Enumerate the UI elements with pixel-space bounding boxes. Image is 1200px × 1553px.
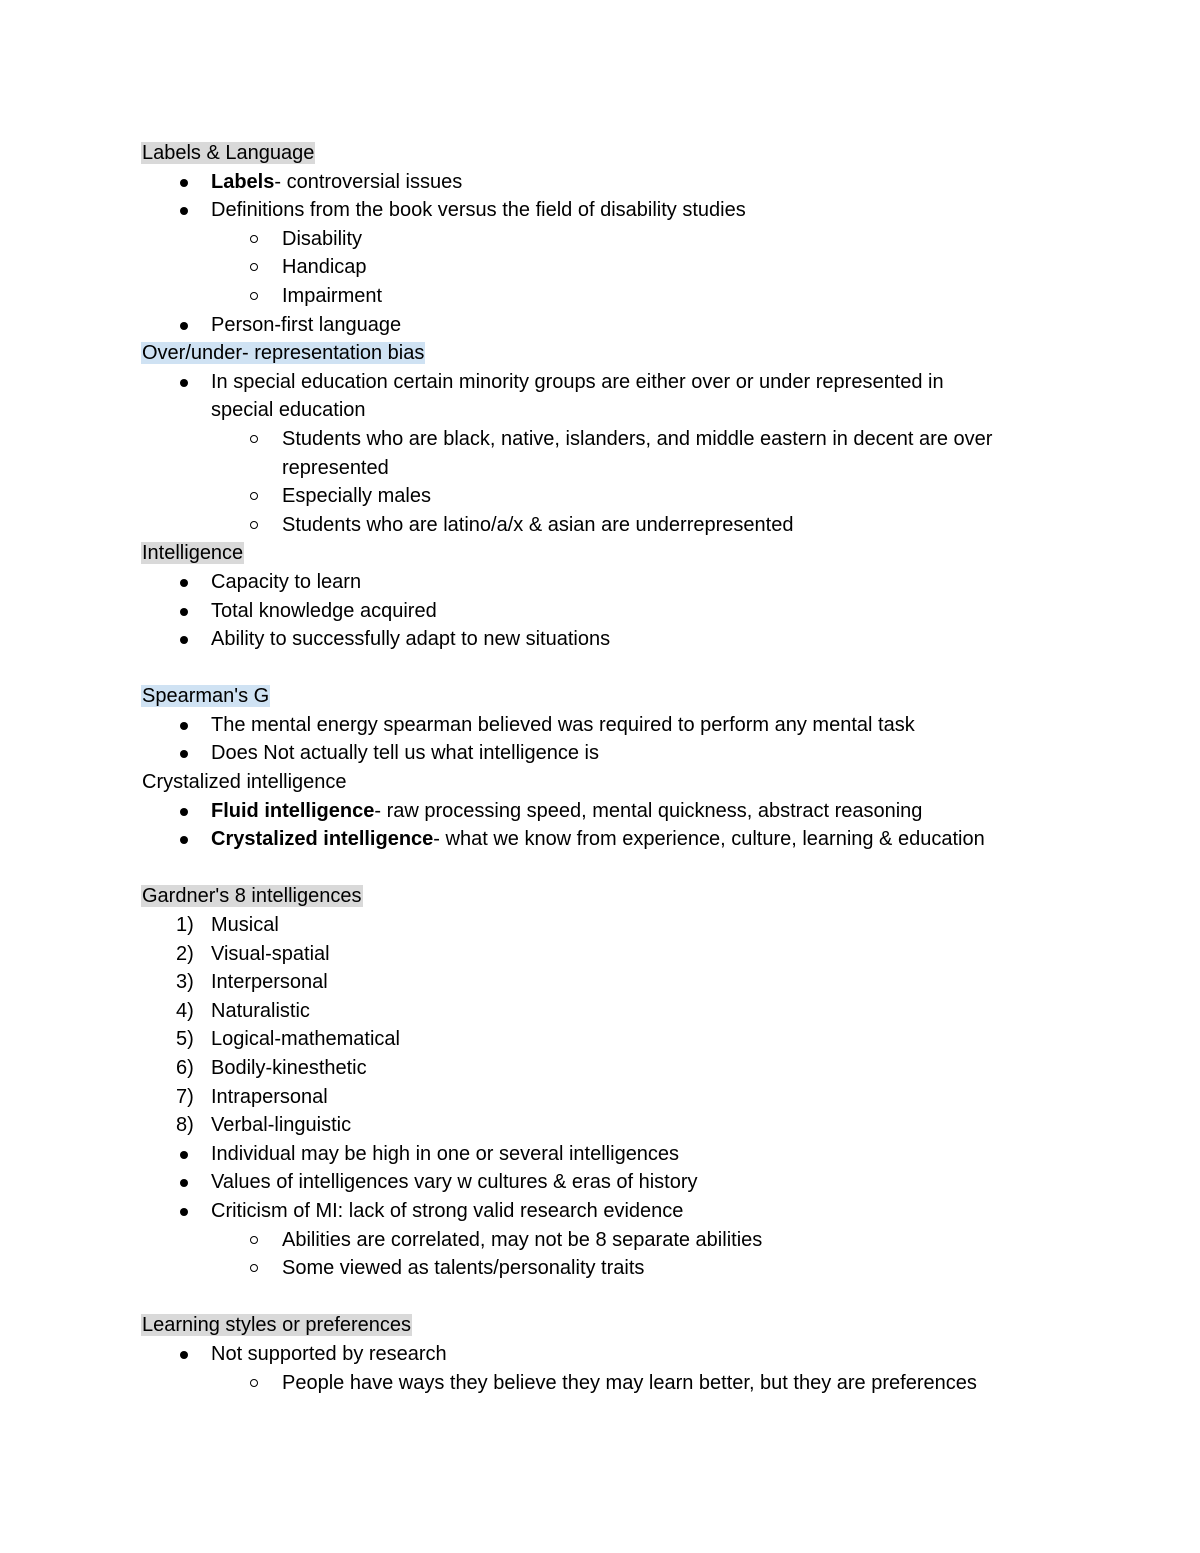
bullet-dot-icon bbox=[180, 207, 188, 215]
bullet-item: Ability to successfully adapt to new situations bbox=[141, 625, 1101, 654]
section-heading-intelligence: Intelligence bbox=[142, 542, 244, 565]
sub-bullet-item: Especially males bbox=[141, 482, 1101, 511]
bullet-circle-icon bbox=[250, 235, 258, 243]
bullet-circle-icon bbox=[250, 1236, 258, 1244]
blank-line bbox=[141, 1283, 1101, 1312]
bullet-item: Capacity to learn bbox=[141, 568, 1101, 597]
bullet-dot-icon bbox=[180, 1351, 188, 1359]
bullet-item: In special education certain minority groups are either over or under represented in bbox=[141, 368, 1101, 397]
sub-bullet-item: Disability bbox=[141, 225, 1101, 254]
list-number: 7) bbox=[176, 1085, 194, 1108]
bullet-dot-icon bbox=[180, 722, 188, 730]
numbered-item: 7) Intrapersonal bbox=[141, 1083, 1101, 1112]
bullet-dot-icon bbox=[180, 836, 188, 844]
bullet-dot-icon bbox=[180, 179, 188, 187]
bullet-dot-icon bbox=[180, 1151, 188, 1159]
list-number: 3) bbox=[176, 971, 194, 994]
bullet-item: Does Not actually tell us what intelligence is bbox=[141, 739, 1101, 768]
bullet-item: Individual may be high in one or several intelligences bbox=[141, 1140, 1101, 1169]
list-number: 5) bbox=[176, 1028, 194, 1051]
blank-line bbox=[141, 854, 1101, 883]
bullet-item: Crystalized intelligence- what we know from experience, culture, learning & education bbox=[141, 825, 1101, 854]
bullet-circle-icon bbox=[250, 263, 258, 271]
numbered-item: 6) Bodily-kinesthetic bbox=[141, 1054, 1101, 1083]
bullet-item: Definitions from the book versus the field of disability studies bbox=[141, 196, 1101, 225]
bullet-dot-icon bbox=[180, 808, 188, 816]
bullet-dot-icon bbox=[180, 579, 188, 587]
bullet-dot-icon bbox=[180, 379, 188, 387]
bullet-item: Labels- controversial issues bbox=[141, 168, 1101, 197]
bold-term: Crystalized intelligence bbox=[211, 828, 434, 851]
sub-bullet-item: Students who are latino/a/x & asian are underrepresented bbox=[141, 511, 1101, 540]
section-heading-labels: Labels & Language bbox=[142, 142, 315, 164]
bullet-dot-icon bbox=[180, 608, 188, 616]
bullet-dot-icon bbox=[180, 1208, 188, 1216]
bold-term: Fluid intelligence bbox=[211, 799, 375, 822]
section-heading-bias: Over/under- representation bias bbox=[142, 342, 425, 365]
numbered-item: 5) Logical-mathematical bbox=[141, 1025, 1101, 1054]
bullet-item: Values of intelligences vary w cultures & eras of history bbox=[141, 1168, 1101, 1197]
bullet-circle-icon bbox=[250, 521, 258, 529]
bullet-circle-icon bbox=[250, 1379, 258, 1387]
bullet-item: Criticism of MI: lack of strong valid research evidence bbox=[141, 1197, 1101, 1226]
bullet-dot-icon bbox=[180, 1179, 188, 1187]
list-number: 1) bbox=[176, 914, 194, 937]
numbered-item: 1) Musical bbox=[141, 911, 1101, 940]
numbered-item: 3) Interpersonal bbox=[141, 968, 1101, 997]
section-heading-crystalized: Crystalized intelligence bbox=[142, 771, 347, 794]
sub-bullet-item: People have ways they believe they may learn better, but they are preferences bbox=[141, 1369, 1101, 1398]
numbered-item: 4) Naturalistic bbox=[141, 997, 1101, 1026]
bold-term: Labels bbox=[211, 170, 275, 193]
section-heading-learning: Learning styles or preferences bbox=[142, 1314, 412, 1337]
list-number: 2) bbox=[176, 942, 194, 965]
bullet-dot-icon bbox=[180, 636, 188, 644]
bullet-continuation: represented bbox=[282, 456, 389, 479]
bullet-circle-icon bbox=[250, 292, 258, 300]
bullet-circle-icon bbox=[250, 492, 258, 500]
bullet-dot-icon bbox=[180, 322, 188, 330]
bullet-item: Person-first language bbox=[141, 311, 1101, 340]
bullet-dot-icon bbox=[180, 750, 188, 758]
blank-line bbox=[141, 654, 1101, 683]
bullet-item: Fluid intelligence- raw processing speed, mental quickness, abstract reasoning bbox=[141, 797, 1101, 826]
bullet-circle-icon bbox=[250, 435, 258, 443]
bullet-continuation: special education bbox=[211, 399, 366, 422]
sub-bullet-item: Handicap bbox=[141, 253, 1101, 282]
numbered-item: 2) Visual-spatial bbox=[141, 940, 1101, 969]
sub-bullet-item: Abilities are correlated, may not be 8 separate abilities bbox=[141, 1226, 1101, 1255]
list-number: 4) bbox=[176, 999, 194, 1022]
list-number: 6) bbox=[176, 1057, 194, 1079]
sub-bullet-item: Impairment bbox=[141, 282, 1101, 311]
bullet-circle-icon bbox=[250, 1264, 258, 1272]
bullet-item: Total knowledge acquired bbox=[141, 597, 1101, 626]
document-page bbox=[141, 139, 1101, 1397]
section-heading-gardner: Gardner's 8 intelligences bbox=[142, 885, 362, 908]
numbered-item: 8) Verbal-linguistic bbox=[141, 1111, 1101, 1140]
bullet-item: The mental energy spearman believed was required to perform any mental task bbox=[141, 711, 1101, 740]
bullet-item: Not supported by research bbox=[141, 1340, 1101, 1369]
section-heading-spearman: Spearman's G bbox=[142, 685, 270, 708]
sub-bullet-item: Students who are black, native, islanders, and middle eastern in decent are over bbox=[141, 425, 1101, 454]
list-number: 8) bbox=[176, 1114, 194, 1137]
sub-bullet-item: Some viewed as talents/personality traits bbox=[141, 1254, 1101, 1283]
